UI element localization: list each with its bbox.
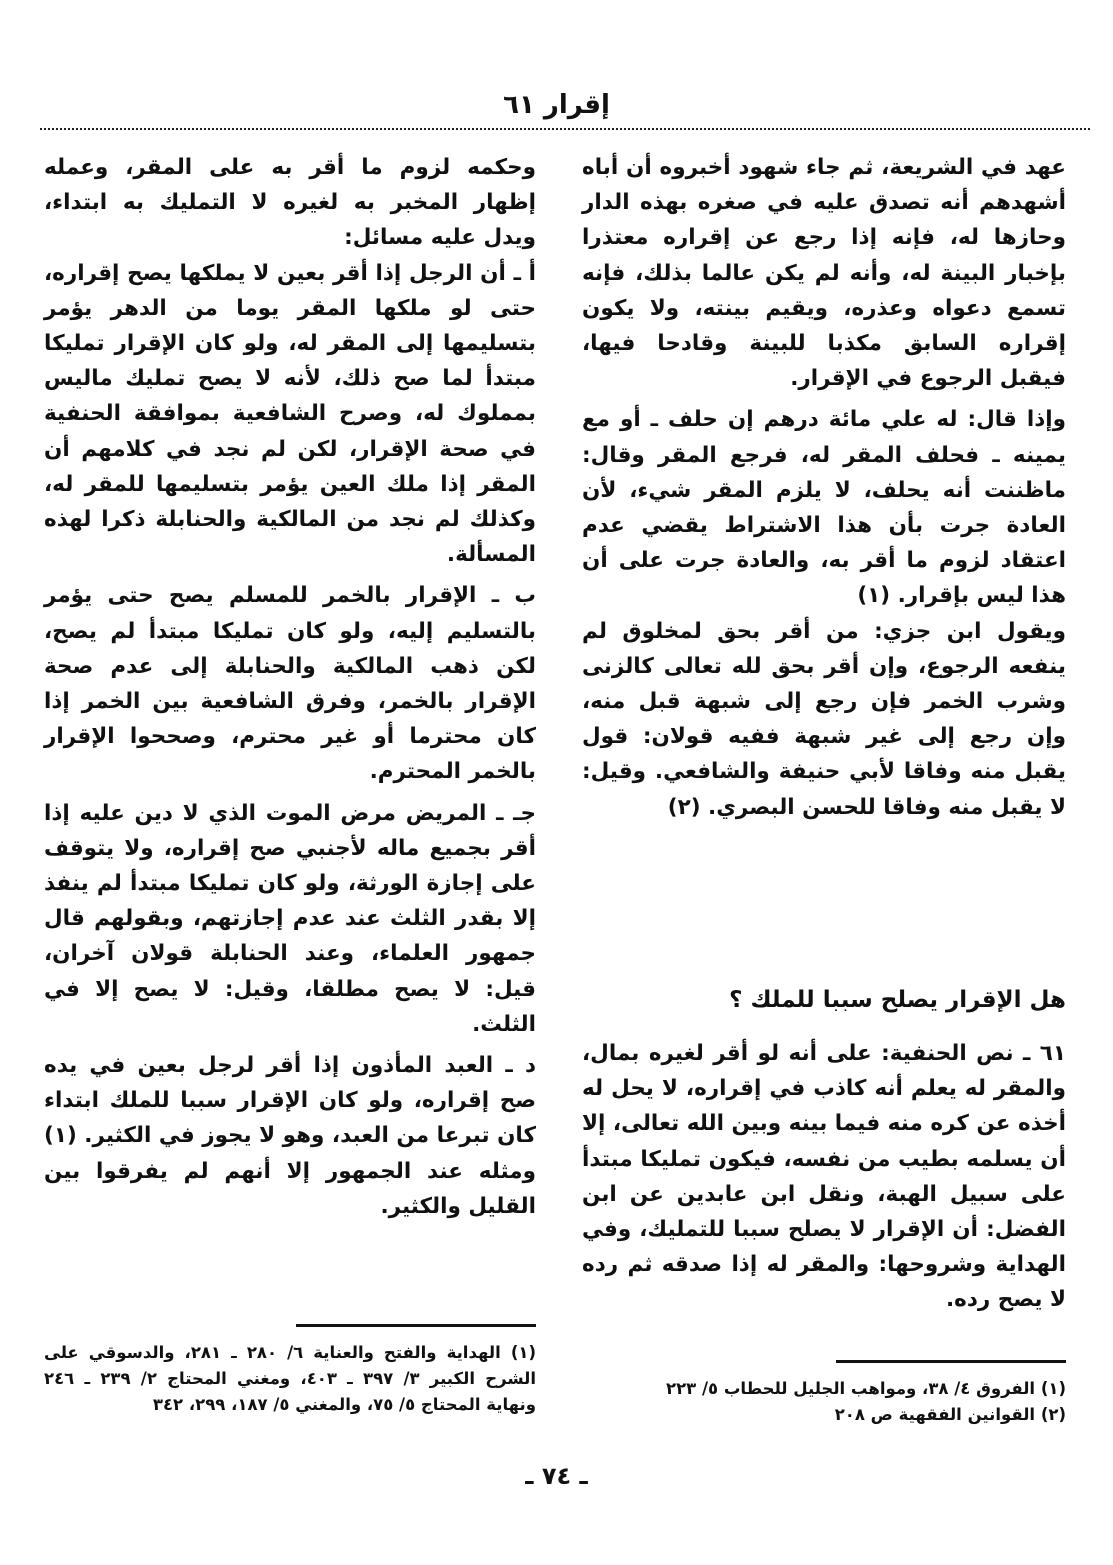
paragraph: أ ـ أن الرجل إذا أقر بعين لا يملكها يصح إقراره، حتى لو ملكها المقر يوما من الدهر يؤمر بتسليمها إلى المقر له، ولو كان الإقرار تمليكا مبتدأ لما صح ذلك، لأنه لا يصح تمليك ماليس بمملوك له، وصرح الشافعية بموافقة الحنفية في صحة الإقرار، لكن لم نجد في كلامهم أن المقر إذا ملك العين يؤمر بتسليمها للمقر له، وكذلك لم نجد من المالكية والحنابلة ذكرا لهذه المسألة. — [44, 260, 536, 568]
paragraph: عهد في الشريعة، ثم جاء شهود أخبروه أن أباه أشهدهم أنه تصدق عليه في صغره بهذه الدار وحازها له، فإنه إذا رجع عن إقراره معتذرا بإخبار البينة له، وأنه لم يكن عالما بذلك، فإنه تسمع دعواه وعذره، ويقيم بينته، ولا يكون إقراره السابق مكذبا للبينة وقادحا فيها، فيقبل الرجوع في الإقرار. — [582, 155, 1066, 392]
left-footnotes — [44, 1340, 536, 1418]
paragraph: جـ ـ المريض مرض الموت الذي لا دين عليه إذا أقر بجميع ماله لأجنبي صح إقراره، ولا يتوقف على إجازة الورثة، ولو كان تمليكا مبتدأ لم ينفذ إلا بقدر الثلث عند عدم إجازتهم، وبقولهم قال جمهور العلماء، وعند الحنابلة قولان آخران، قيل: لا يصح مطلقا، وقيل: لا يصح إلا في الثلث. — [44, 800, 536, 1037]
right-footnotes — [582, 1376, 1066, 1428]
paragraph: ب ـ الإقرار بالخمر للمسلم يصح حتى يؤمر بالتسليم إليه، ولو كان تمليكا مبتدأ لم يصح، لكن ذهب المالكية والحنابلة إلى عدم صحة الإقرار بالخمر، وفرق الشافعية بين الخمر إذا كان محترما أو غير محترم، وصححوا الإقرار بالخمر المحترم. — [44, 583, 536, 785]
footnote-divider — [296, 1324, 536, 1327]
right-column — [582, 150, 1066, 825]
section-heading: هل الإقرار يصلح سببا للملك ؟ — [729, 987, 1066, 1013]
page-number: ـ ٧٤ ـ — [525, 1462, 588, 1490]
paragraph: ٦١ ـ نص الحنفية: على أنه لو أقر لغيره بمال، والمقر له يعلم أنه كاذب في إقراره، لا يحل له أخذه عن كره منه فيما بينه وبين الله تعالى، إلا أن يسلمه بطيب من نفسه، فيكون تمليكا مبتدأ على سبيل الهبة، ونقل ابن عابدين عن ابن الفضل: أن الإقرار لا يصلح سببا للتمليك، وفي الهداية وشروحها: والمقر له إذا صدقه ثم رده لا يصح رده. — [582, 1041, 1066, 1313]
footnote: (١) الفروق ٤/ ٣٨، ومواهب الجليل للحطاب ٥/ ٢٢٣ — [666, 1379, 1066, 1398]
paragraph: د ـ العبد المأذون إذا أقر لرجل بعين في يده صح إقراره، ولو كان الإقرار سببا للملك ابتداء كان تبرعا من العبد، وهو لا يجوز في الكثير. (١) ومثله عند الجمهور إلا أنهم لم يفرقوا بين القليل والكثير. — [44, 1053, 536, 1219]
paragraph: وحكمه لزوم ما أقر به على المقر، وعمله إظهار المخبر به لغيره لا التمليك به ابتداء، ويدل عليه مسائل: — [44, 155, 536, 251]
paragraph: ويقول ابن جزي: من أقر بحق لمخلوق لم ينفعه الرجوع، وإن أقر بحق لله تعالى كالزنى وشرب الخمر فإن رجع إلى شبهة قبل منه، وإن رجع إلى غير شبهة ففيه قولان: قول يقبل منه وفاقا لأبي حنيفة والشافعي. وقيل: لا يقبل منه وفاقا للحسن البصري. (٢) — [582, 618, 1066, 820]
left-column — [44, 150, 536, 1224]
right-column-section — [582, 1036, 1066, 1318]
footnote-divider — [836, 1360, 1066, 1363]
header-divider — [40, 128, 1090, 130]
running-header: إقرار ٦١ — [503, 90, 610, 120]
footnote: (١) الهداية والفتح والعناية ٦/ ٢٨٠ ـ ٢٨١، والدسوقي على الشرح الكبير ٣/ ٣٩٧ ـ ٤٠٣، ومغني المحتاج ٢/ ٢٣٩ ـ ٢٤٦ ونهاية المحتاج ٥/ ٧٥، والمغني ٥/ ١٨٧، ٢٩٩، ٣٤٢ — [44, 1343, 537, 1414]
footnote: (٢) القوانين الفقهية ص ٢٠٨ — [834, 1405, 1066, 1424]
paragraph: وإذا قال: له علي مائة درهم إن حلف ـ أو مع يمينه ـ فحلف المقر له، فرجع المقر وقال: ماظننت أنه يحلف، لا يلزم المقر شيء، لأن العادة جرت بأن هذا الاشتراط يقضي عدم اعتقاد لزوم ما أقر به، والعادة جرت على أن هذا ليس بإقرار. (١) — [582, 407, 1066, 609]
